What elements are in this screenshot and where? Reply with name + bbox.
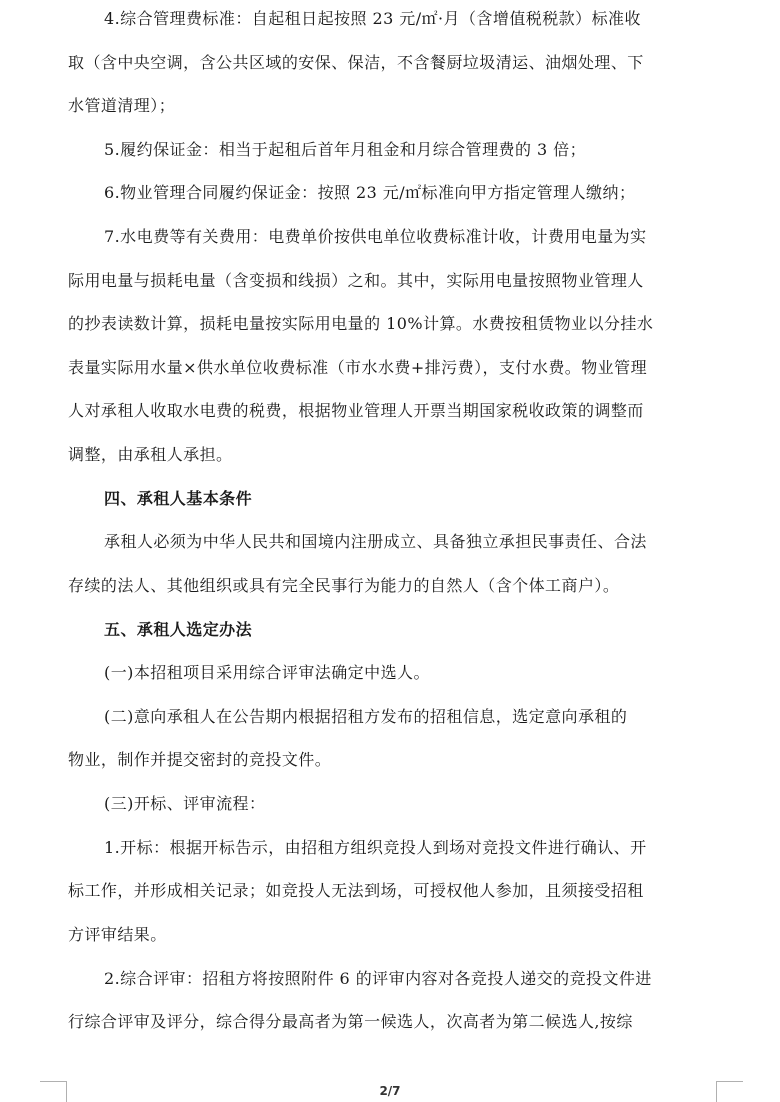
text-line: 7.水电费等有关费用：电费单价按供电单位收费标准计收，计费用电量为实 xyxy=(104,227,647,246)
page-number: 2/7 xyxy=(379,1084,401,1098)
text-line: 标工作，并形成相关记录；如竞投人无法到场，可授权他人参加，且须接受招租 xyxy=(68,881,644,900)
text-line: 2.综合评审：招租方将按照附件 6 的评审内容对各竞投人递交的竞投文件进 xyxy=(104,969,652,988)
section-heading: 五、承租人选定办法 xyxy=(104,620,253,639)
text-line: 1.开标：根据开标告示，由招租方组织竞投人到场对竞投文件进行确认、开 xyxy=(104,838,647,857)
text-line: 行综合评审及评分，综合得分最高者为第一候选人，次高者为第二候选人,按综 xyxy=(68,1012,633,1031)
text-line: 5.履约保证金：相当于起租后首年月租金和月综合管理费的 3 倍； xyxy=(104,140,587,159)
text-line: 4.综合管理费标准：自起租日起按照 23 元/㎡·月（含增值税税款）标准收 xyxy=(104,9,641,28)
text-line: 水管道清理）； xyxy=(68,96,176,115)
text-line: 方评审结果。 xyxy=(68,925,167,944)
text-line: 承租人必须为中华人民共和国境内注册成立、具备独立承担民事责任、合法 xyxy=(104,532,647,551)
text-line: 物业，制作并提交密封的竞投文件。 xyxy=(68,750,332,769)
section-heading: 四、承租人基本条件 xyxy=(104,489,253,508)
text-line: 表量实际用水量×供水单位收费标准（市水水费+排污费），支付水费。物业管理 xyxy=(68,358,648,377)
text-line: 人对承租人收取水电费的税费，根据物业管理人开票当期国家税收政策的调整而 xyxy=(68,401,644,420)
text-line: (三)开标、评审流程： xyxy=(104,794,266,813)
text-line: 存续的法人、其他组织或具有完全民事行为能力的自然人（含个体工商户）。 xyxy=(68,576,620,595)
text-line: 的抄表读数计算，损耗电量按实际用电量的 10%计算。水费按租赁物业以分挂水 xyxy=(68,314,654,333)
text-line: (一)本招租项目采用综合评审法确定中选人。 xyxy=(104,663,430,682)
text-line: (二)意向承租人在公告期内根据招租方发布的招租信息，选定意向承租的 xyxy=(104,707,628,726)
text-line: 调整，由承租人承担。 xyxy=(68,445,233,464)
text-line: 取（含中央空调，含公共区域的安保、保洁，不含餐厨垃圾清运、油烟处理、下 xyxy=(68,53,644,72)
text-line: 际用电量与损耗电量（含变损和线损）之和。其中，实际用电量按照物业管理人 xyxy=(68,271,644,290)
text-line: 6.物业管理合同履约保证金：按照 23 元/㎡标准向甲方指定管理人缴纳； xyxy=(104,183,636,202)
